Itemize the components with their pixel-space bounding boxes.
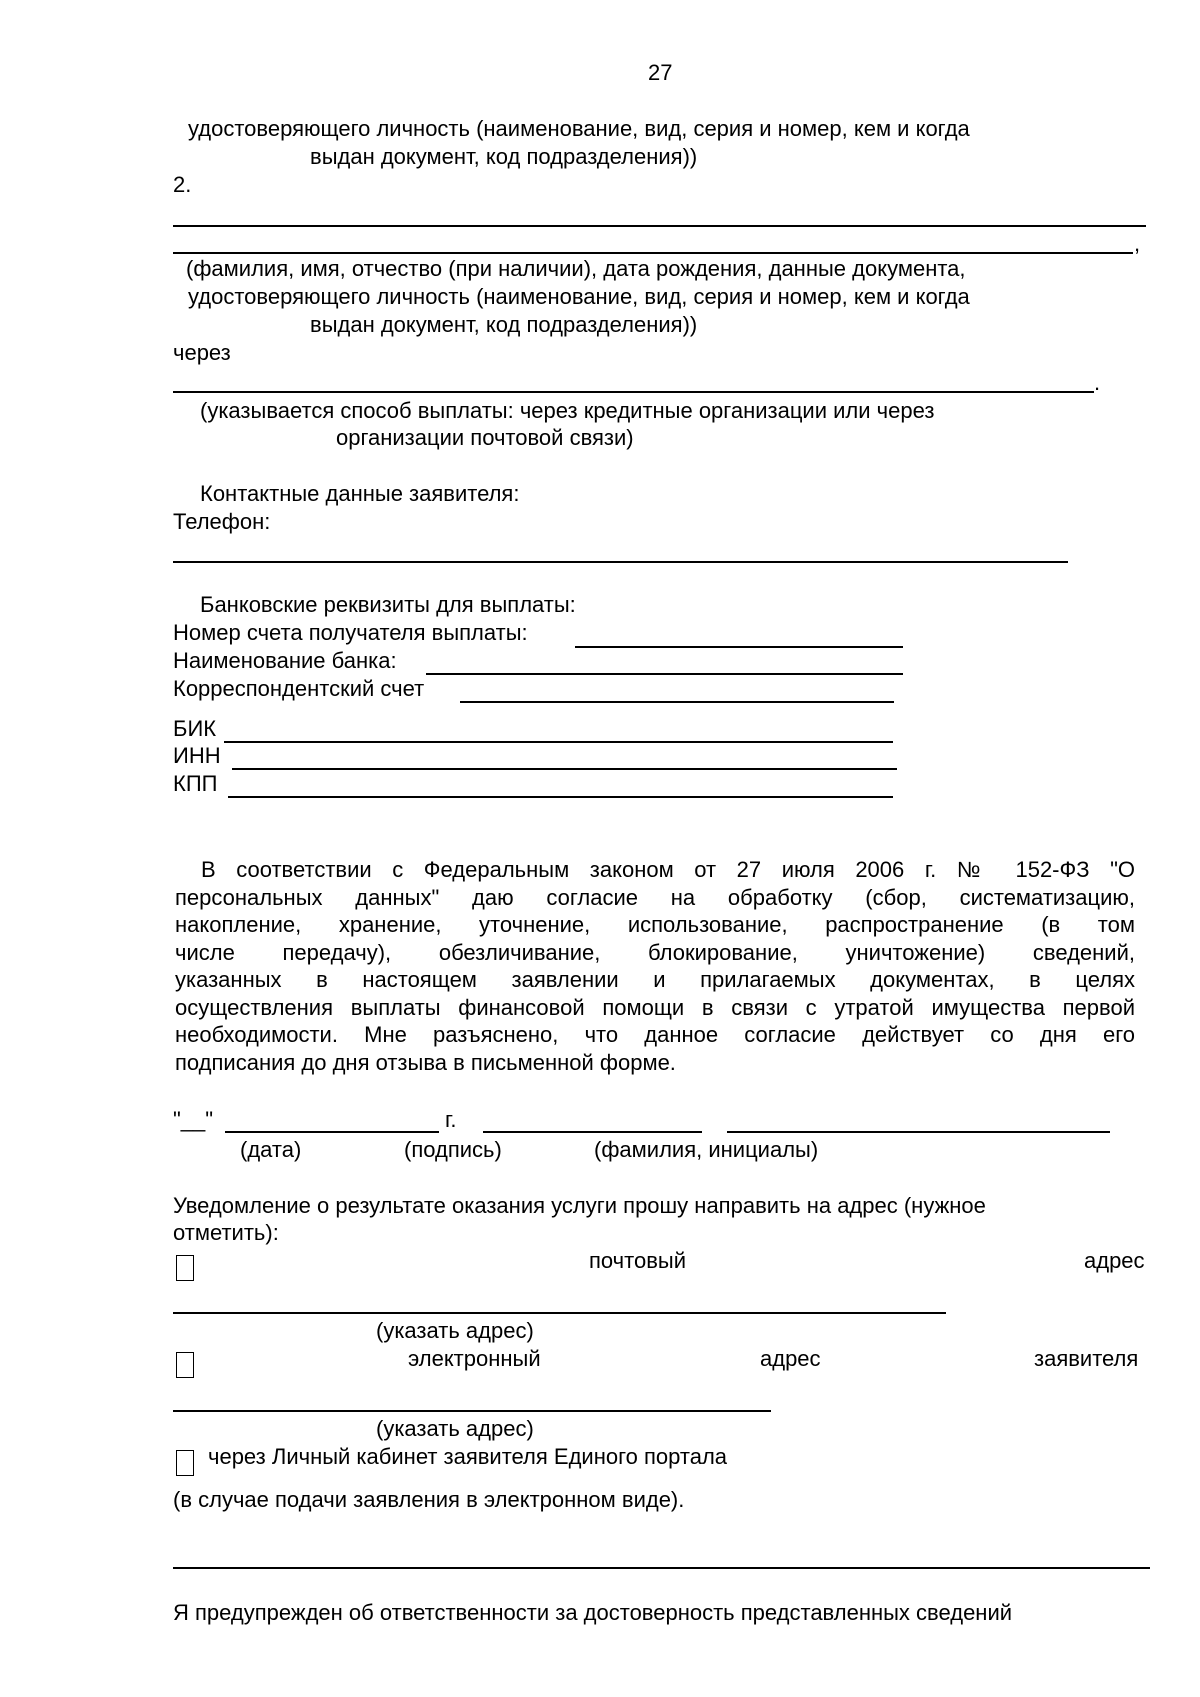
postal-address-caption: (указать адрес) (376, 1318, 534, 1343)
payment-label: через (173, 340, 231, 365)
section1-doc-line1: удостоверяющего личность (наименование, вид, серия и номер, кем и когда (188, 116, 970, 141)
bottom-fill-line[interactable] (173, 1567, 1150, 1569)
email-address-checkbox[interactable] (176, 1352, 194, 1378)
signature-date-fill-line[interactable] (225, 1131, 439, 1133)
signature-date-quote: "__" (173, 1107, 214, 1132)
bank-heading: Банковские реквизиты для выплаты: (200, 592, 576, 617)
page-number: 27 (648, 60, 673, 85)
corr-account-fill-line[interactable] (460, 701, 894, 703)
portal-checkbox[interactable] (176, 1450, 194, 1476)
bank-name-label: Наименование банка: (173, 648, 397, 673)
email-word2: адрес (760, 1346, 821, 1371)
contacts-heading: Контактные данные заявителя: (200, 481, 520, 506)
signature-year-suffix: г. (445, 1107, 457, 1132)
bank-name-fill-line[interactable] (426, 673, 903, 675)
consent-line-7: необходимости. Мне разъяснено, что данное согласие действует со дня его (175, 1022, 1135, 1047)
section1-doc-line2: выдан документ, код подразделения)) (310, 144, 698, 169)
portal-label: через Личный кабинет заявителя Единого портала (208, 1444, 728, 1469)
kpp-label: КПП (173, 771, 218, 796)
email-word1: электронный (408, 1346, 541, 1371)
bik-label: БИК (173, 716, 217, 741)
phone-fill-line[interactable] (173, 561, 1068, 563)
inn-label: ИНН (173, 743, 221, 768)
postal-address-fill-line[interactable] (173, 1312, 946, 1314)
notification-line1: Уведомление о результате оказания услуги прошу направить на адрес (нужное (173, 1193, 986, 1218)
postal-word1: почтовый (589, 1248, 686, 1273)
email-address-fill-line[interactable] (173, 1410, 771, 1412)
corr-account-label: Корреспондентский счет (173, 676, 425, 701)
inn-fill-line[interactable] (232, 768, 897, 770)
postal-address-checkbox[interactable] (176, 1255, 194, 1281)
consent-line-1: В соответствии с Федеральным законом от 27 июля 2006 г. № 152-ФЗ "О (201, 857, 1135, 882)
email-address-caption: (указать адрес) (376, 1416, 534, 1441)
responsibility-warning: Я предупрежден об ответственности за достоверность представленных сведений (173, 1600, 1013, 1625)
signature-name-fill-line[interactable] (727, 1131, 1110, 1133)
payment-caption-line1: (указывается способ выплаты: через кредитные организации или через (200, 398, 935, 423)
name-caption: (фамилия, инициалы) (594, 1137, 819, 1162)
account-fill-line[interactable] (575, 646, 903, 648)
section2-caption-line3: выдан документ, код подразделения)) (310, 312, 698, 337)
section2-fill-line2[interactable] (173, 252, 1133, 254)
bik-fill-line[interactable] (224, 741, 893, 743)
section2-caption-line2: удостоверяющего личность (наименование, вид, серия и номер, кем и когда (188, 284, 970, 309)
portal-note: (в случае подачи заявления в электронном виде). (173, 1487, 685, 1512)
account-label: Номер счета получателя выплаты: (173, 620, 528, 645)
consent-line-4: числе передачу), обезличивание, блокирование, уничтожение) сведений, (175, 939, 1135, 965)
kpp-fill-line[interactable] (228, 796, 893, 798)
postal-word2: адрес (1084, 1248, 1145, 1273)
payment-caption-line2: организации почтовой связи) (336, 425, 634, 450)
consent-line-8: подписания до дня отзыва в письменной форме. (175, 1049, 676, 1075)
payment-period: . (1094, 370, 1101, 395)
date-caption: (дата) (240, 1137, 302, 1162)
payment-fill-line[interactable] (173, 391, 1094, 393)
section2-caption-line1: (фамилия, имя, отчество (при наличии), дата рождения, данные документа, (186, 256, 966, 281)
section2-number: 2. (173, 172, 192, 197)
notification-line2: отметить): (173, 1220, 279, 1245)
section2-comma: , (1134, 231, 1141, 256)
phone-label: Телефон: (173, 509, 271, 534)
consent-line-6: осуществления выплаты финансовой помощи в связи с утратой имущества первой (175, 994, 1135, 1020)
consent-paragraph (175, 856, 1135, 1076)
consent-line-3: накопление, хранение, уточнение, использование, распространение (в том (175, 912, 1135, 937)
consent-line-2: персональных данных" даю согласие на обработку (сбор, систематизацию, (175, 884, 1135, 910)
signature-sign-fill-line[interactable] (483, 1131, 702, 1133)
section2-fill-line1[interactable] (173, 225, 1146, 227)
sign-caption: (подпись) (404, 1137, 502, 1162)
consent-line-5: указанных в настоящем заявлении и прилагаемых документах, в целях (175, 967, 1135, 992)
email-word3: заявителя (1034, 1346, 1139, 1371)
